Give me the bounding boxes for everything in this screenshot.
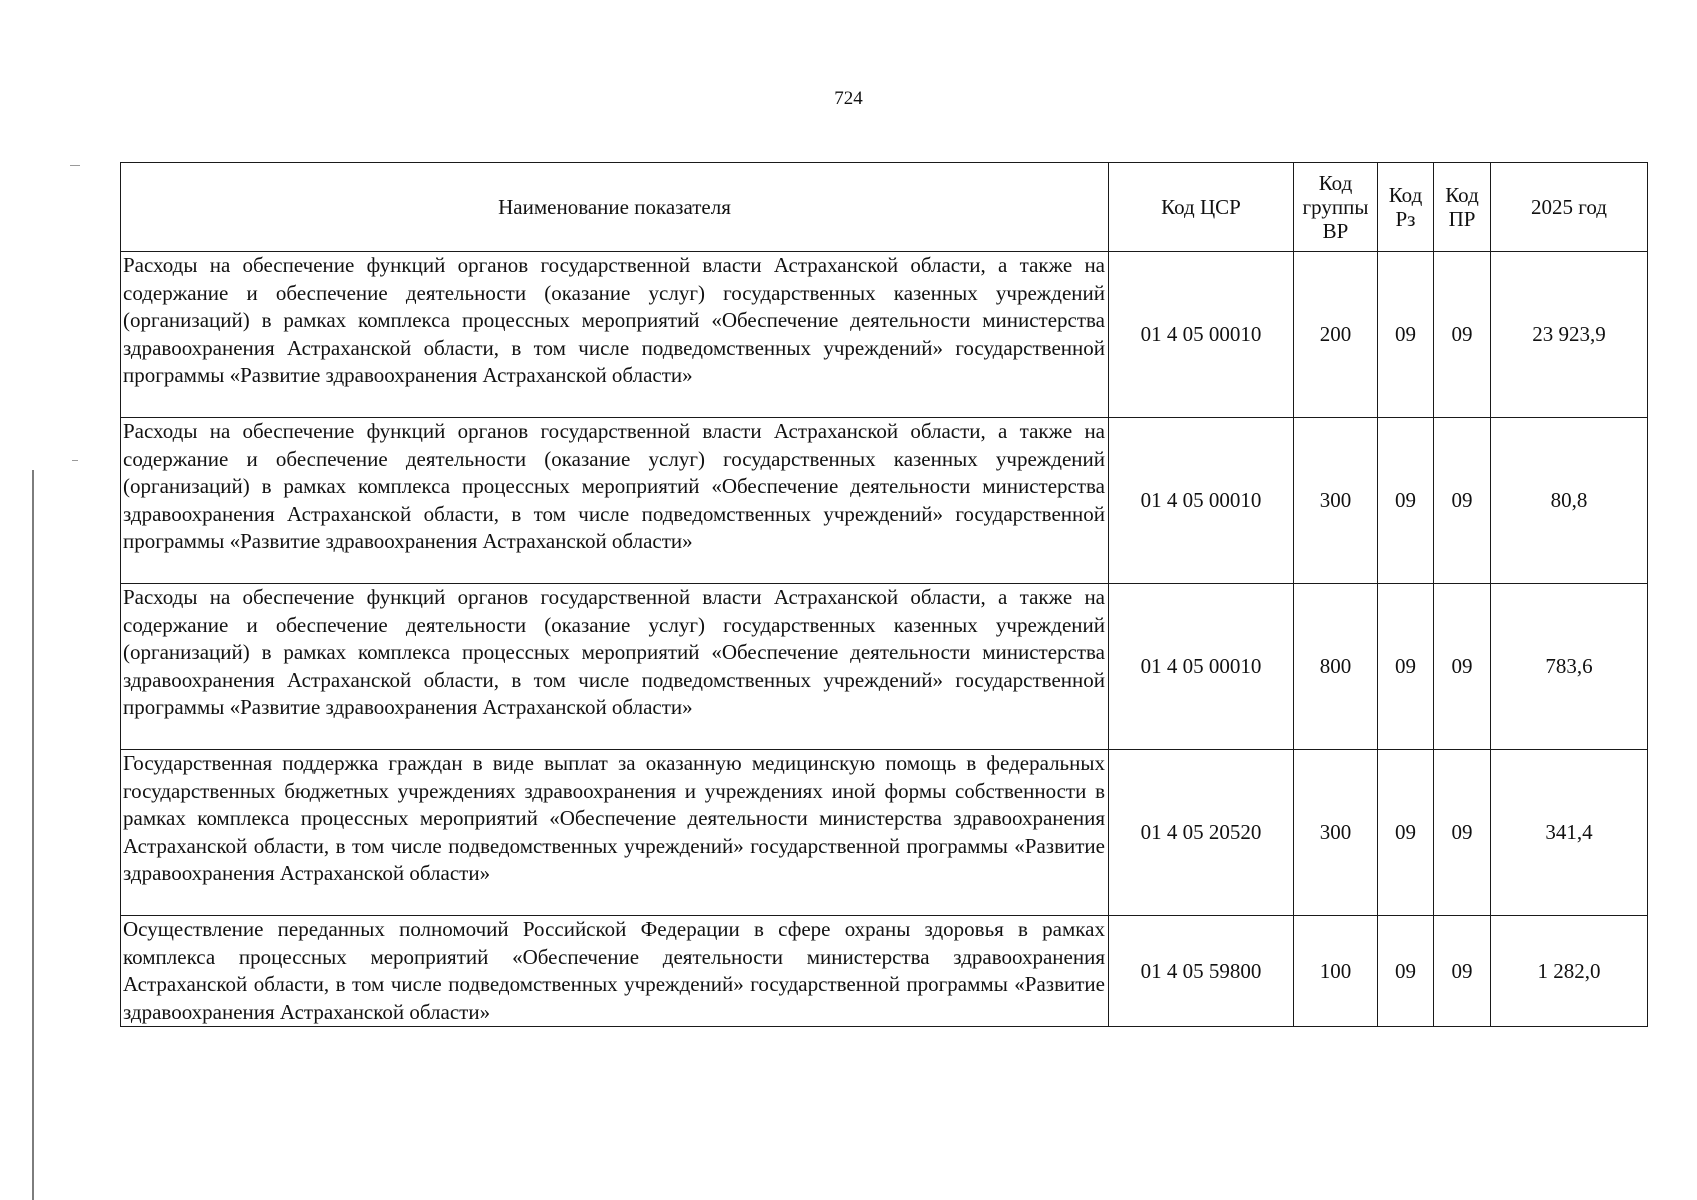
row-pr-code: 09 [1434,750,1491,916]
row-vr-code: 300 [1294,418,1378,584]
row-rz-code: 09 [1378,916,1434,1027]
header-name: Наименование показателя [121,163,1109,252]
row-name: Государственная поддержка граждан в виде выплат за оказанную медицинскую помощь в федеральных государственных бюджетных учреждениях здравоохранения и учреждениях иной формы собственности в рамках комплекса процессных мероприятий «Обеспечение деятельности министерства здравоохранения Астраханской области, в том числе подведомственных учреждений» государственной программы «Развитие здравоохранения Астраханской области» [121,750,1109,916]
row-csr-code: 01 4 05 20520 [1109,750,1294,916]
row-vr-code: 300 [1294,750,1378,916]
row-rz-code: 09 [1378,418,1434,584]
header-csr-code: Код ЦСР [1109,163,1294,252]
scan-speck [72,460,78,461]
table-row [121,584,1648,750]
row-amount: 80,8 [1491,418,1648,584]
row-rz-code: 09 [1378,584,1434,750]
row-csr-code: 01 4 05 00010 [1109,584,1294,750]
row-vr-code: 800 [1294,584,1378,750]
row-amount: 341,4 [1491,750,1648,916]
header-pr-code: Код ПР [1434,163,1491,252]
header-rz-code: Код Рз [1378,163,1434,252]
table-row [121,916,1648,1027]
row-pr-code: 09 [1434,916,1491,1027]
budget-table [120,162,1648,1027]
row-csr-code: 01 4 05 59800 [1109,916,1294,1027]
page-number: 724 [834,88,863,109]
row-csr-code: 01 4 05 00010 [1109,252,1294,418]
scan-edge-line [32,470,34,1200]
row-amount: 783,6 [1491,584,1648,750]
table-row [121,418,1648,584]
row-name: Осуществление переданных полномочий Российской Федерации в сфере охраны здоровья в рамках комплекса процессных мероприятий «Обеспечение деятельности министерства здравоохранения Астраханской области, в том числе подведомственных учреждений» государственной программы «Развитие здравоохранения Астраханской области» [121,916,1109,1027]
row-name: Расходы на обеспечение функций органов государственной власти Астраханской области, а также на содержание и обеспечение деятельности (оказание услуг) государственных казенных учреждений (организаций) в рамках комплекса процессных мероприятий «Обеспечение деятельности министерства здравоохранения Астраханской области, в том числе подведомственных учреждений» государственной программы «Развитие здравоохранения Астраханской области» [121,584,1109,750]
row-amount: 1 282,0 [1491,916,1648,1027]
row-pr-code: 09 [1434,252,1491,418]
row-pr-code: 09 [1434,418,1491,584]
scan-speck [70,165,80,166]
table-row [121,750,1648,916]
row-rz-code: 09 [1378,252,1434,418]
header-year-2025: 2025 год [1491,163,1648,252]
row-name: Расходы на обеспечение функций органов государственной власти Астраханской области, а также на содержание и обеспечение деятельности (оказание услуг) государственных казенных учреждений (организаций) в рамках комплекса процессных мероприятий «Обеспечение деятельности министерства здравоохранения Астраханской области, в том числе подведомственных учреждений» государственной программы «Развитие здравоохранения Астраханской области» [121,418,1109,584]
row-vr-code: 100 [1294,916,1378,1027]
header-vr-group-code: Код группы ВР [1294,163,1378,252]
row-amount: 23 923,9 [1491,252,1648,418]
row-rz-code: 09 [1378,750,1434,916]
table-row [121,252,1648,418]
row-csr-code: 01 4 05 00010 [1109,418,1294,584]
row-vr-code: 200 [1294,252,1378,418]
row-name: Расходы на обеспечение функций органов государственной власти Астраханской области, а также на содержание и обеспечение деятельности (оказание услуг) государственных казенных учреждений (организаций) в рамках комплекса процессных мероприятий «Обеспечение деятельности министерства здравоохранения Астраханской области, в том числе подведомственных учреждений» государственной программы «Развитие здравоохранения Астраханской области» [121,252,1109,418]
table-header-row [121,163,1648,252]
row-pr-code: 09 [1434,584,1491,750]
